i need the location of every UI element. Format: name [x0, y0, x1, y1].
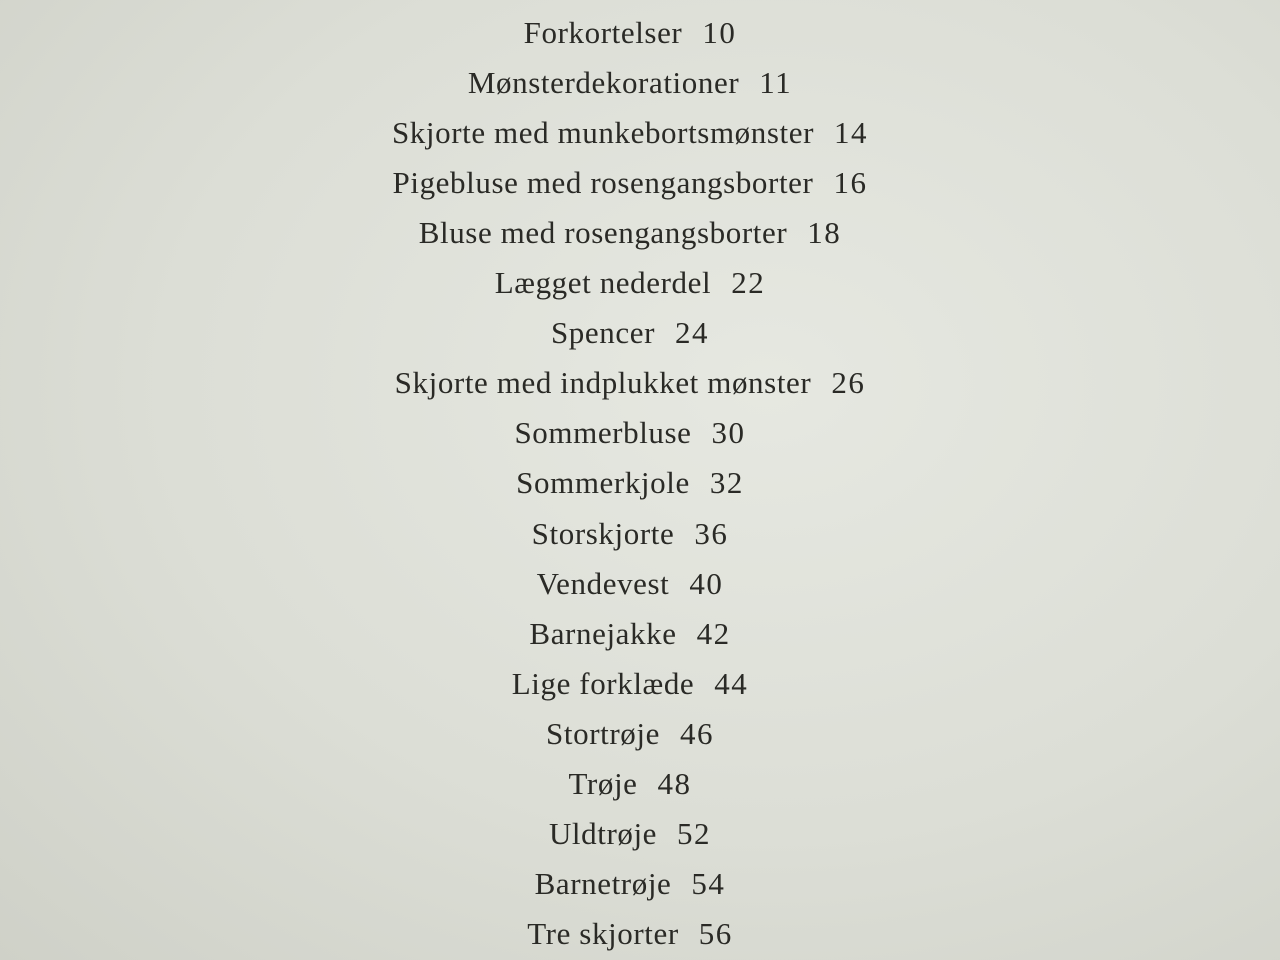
toc-entry-page-number: 24	[675, 315, 710, 351]
toc-entry-page-number: 30	[711, 415, 746, 451]
toc-entry	[0, 609, 1260, 659]
toc-entry-page-number: 18	[807, 215, 842, 251]
toc-entry-page-number: 42	[696, 615, 731, 651]
toc-entry	[0, 158, 1260, 208]
toc-entry	[0, 859, 1260, 909]
toc-entry-title: Barnejakke	[529, 615, 677, 651]
toc-entry	[0, 208, 1260, 258]
toc-entry	[0, 108, 1260, 158]
toc-entry	[0, 258, 1260, 308]
toc-entry-page-number: 36	[694, 515, 729, 551]
toc-entry-title: Spencer	[550, 315, 656, 351]
toc-entry-title: Skjorte med munkebortsmønster	[391, 115, 815, 151]
toc-entry-page-number: 16	[833, 165, 868, 201]
toc-entry	[0, 509, 1260, 559]
toc-entry-title: Lige forklæde	[511, 665, 695, 701]
toc-entry	[0, 58, 1260, 108]
toc-entry-page-number: 22	[731, 265, 766, 301]
toc-entry	[0, 308, 1260, 358]
toc-entry-page-number: 32	[709, 465, 744, 501]
toc-entry	[0, 559, 1260, 609]
toc-entry-title: Barnetrøje	[534, 865, 672, 901]
toc-entry-title: Bluse med rosengangsborter	[418, 215, 788, 251]
toc-entry-title: Sommerbluse	[514, 415, 692, 451]
toc-entry	[0, 909, 1260, 959]
toc-entry-page-number: 54	[691, 865, 726, 901]
toc-entry-title: Mønsterdekorationer	[467, 65, 740, 101]
toc-entry	[0, 709, 1260, 759]
toc-entry-page-number: 11	[759, 65, 793, 101]
toc-entry-title: Storskjorte	[531, 515, 675, 551]
toc-entry-title: Pigebluse med rosengangsborter	[392, 165, 814, 201]
toc-entry-page-number: 26	[831, 365, 866, 401]
toc-entry-cut-off	[0, 0, 1260, 8]
toc-entry	[0, 809, 1260, 859]
toc-entry	[0, 759, 1260, 809]
toc-entry-page-number: 48	[657, 765, 692, 801]
toc-entry	[0, 458, 1260, 508]
toc-entry-title: Uldtrøje	[548, 815, 658, 851]
toc-entry-page-number: 14	[834, 115, 869, 151]
toc-entry-title: Forkortelser	[523, 15, 683, 51]
toc-entry	[0, 408, 1260, 458]
toc-entry	[0, 659, 1260, 709]
toc-entry-page-number: 52	[677, 815, 712, 851]
toc-entry	[0, 8, 1260, 58]
toc-entry-page-number: 46	[679, 715, 714, 751]
toc-entry-page-number: 56	[698, 915, 733, 951]
toc-entry-title: Sommerkjole	[516, 465, 690, 501]
toc-entry-page-number: 10	[702, 15, 737, 51]
toc-entry-title: Vendevest	[536, 565, 670, 601]
toc-entry-title: Skjorte med indplukket mønster	[394, 365, 812, 401]
toc-entry-page-number: 40	[689, 565, 724, 601]
toc-entry	[0, 358, 1260, 408]
toc-entry-title: Lægget nederdel	[494, 265, 712, 301]
toc-entry-title: Stortrøje	[546, 715, 660, 751]
toc-entry-page-number: 44	[714, 665, 749, 701]
toc-entry-title: Tre skjorter	[527, 915, 679, 951]
toc-entry-title: Trøje	[568, 765, 638, 801]
